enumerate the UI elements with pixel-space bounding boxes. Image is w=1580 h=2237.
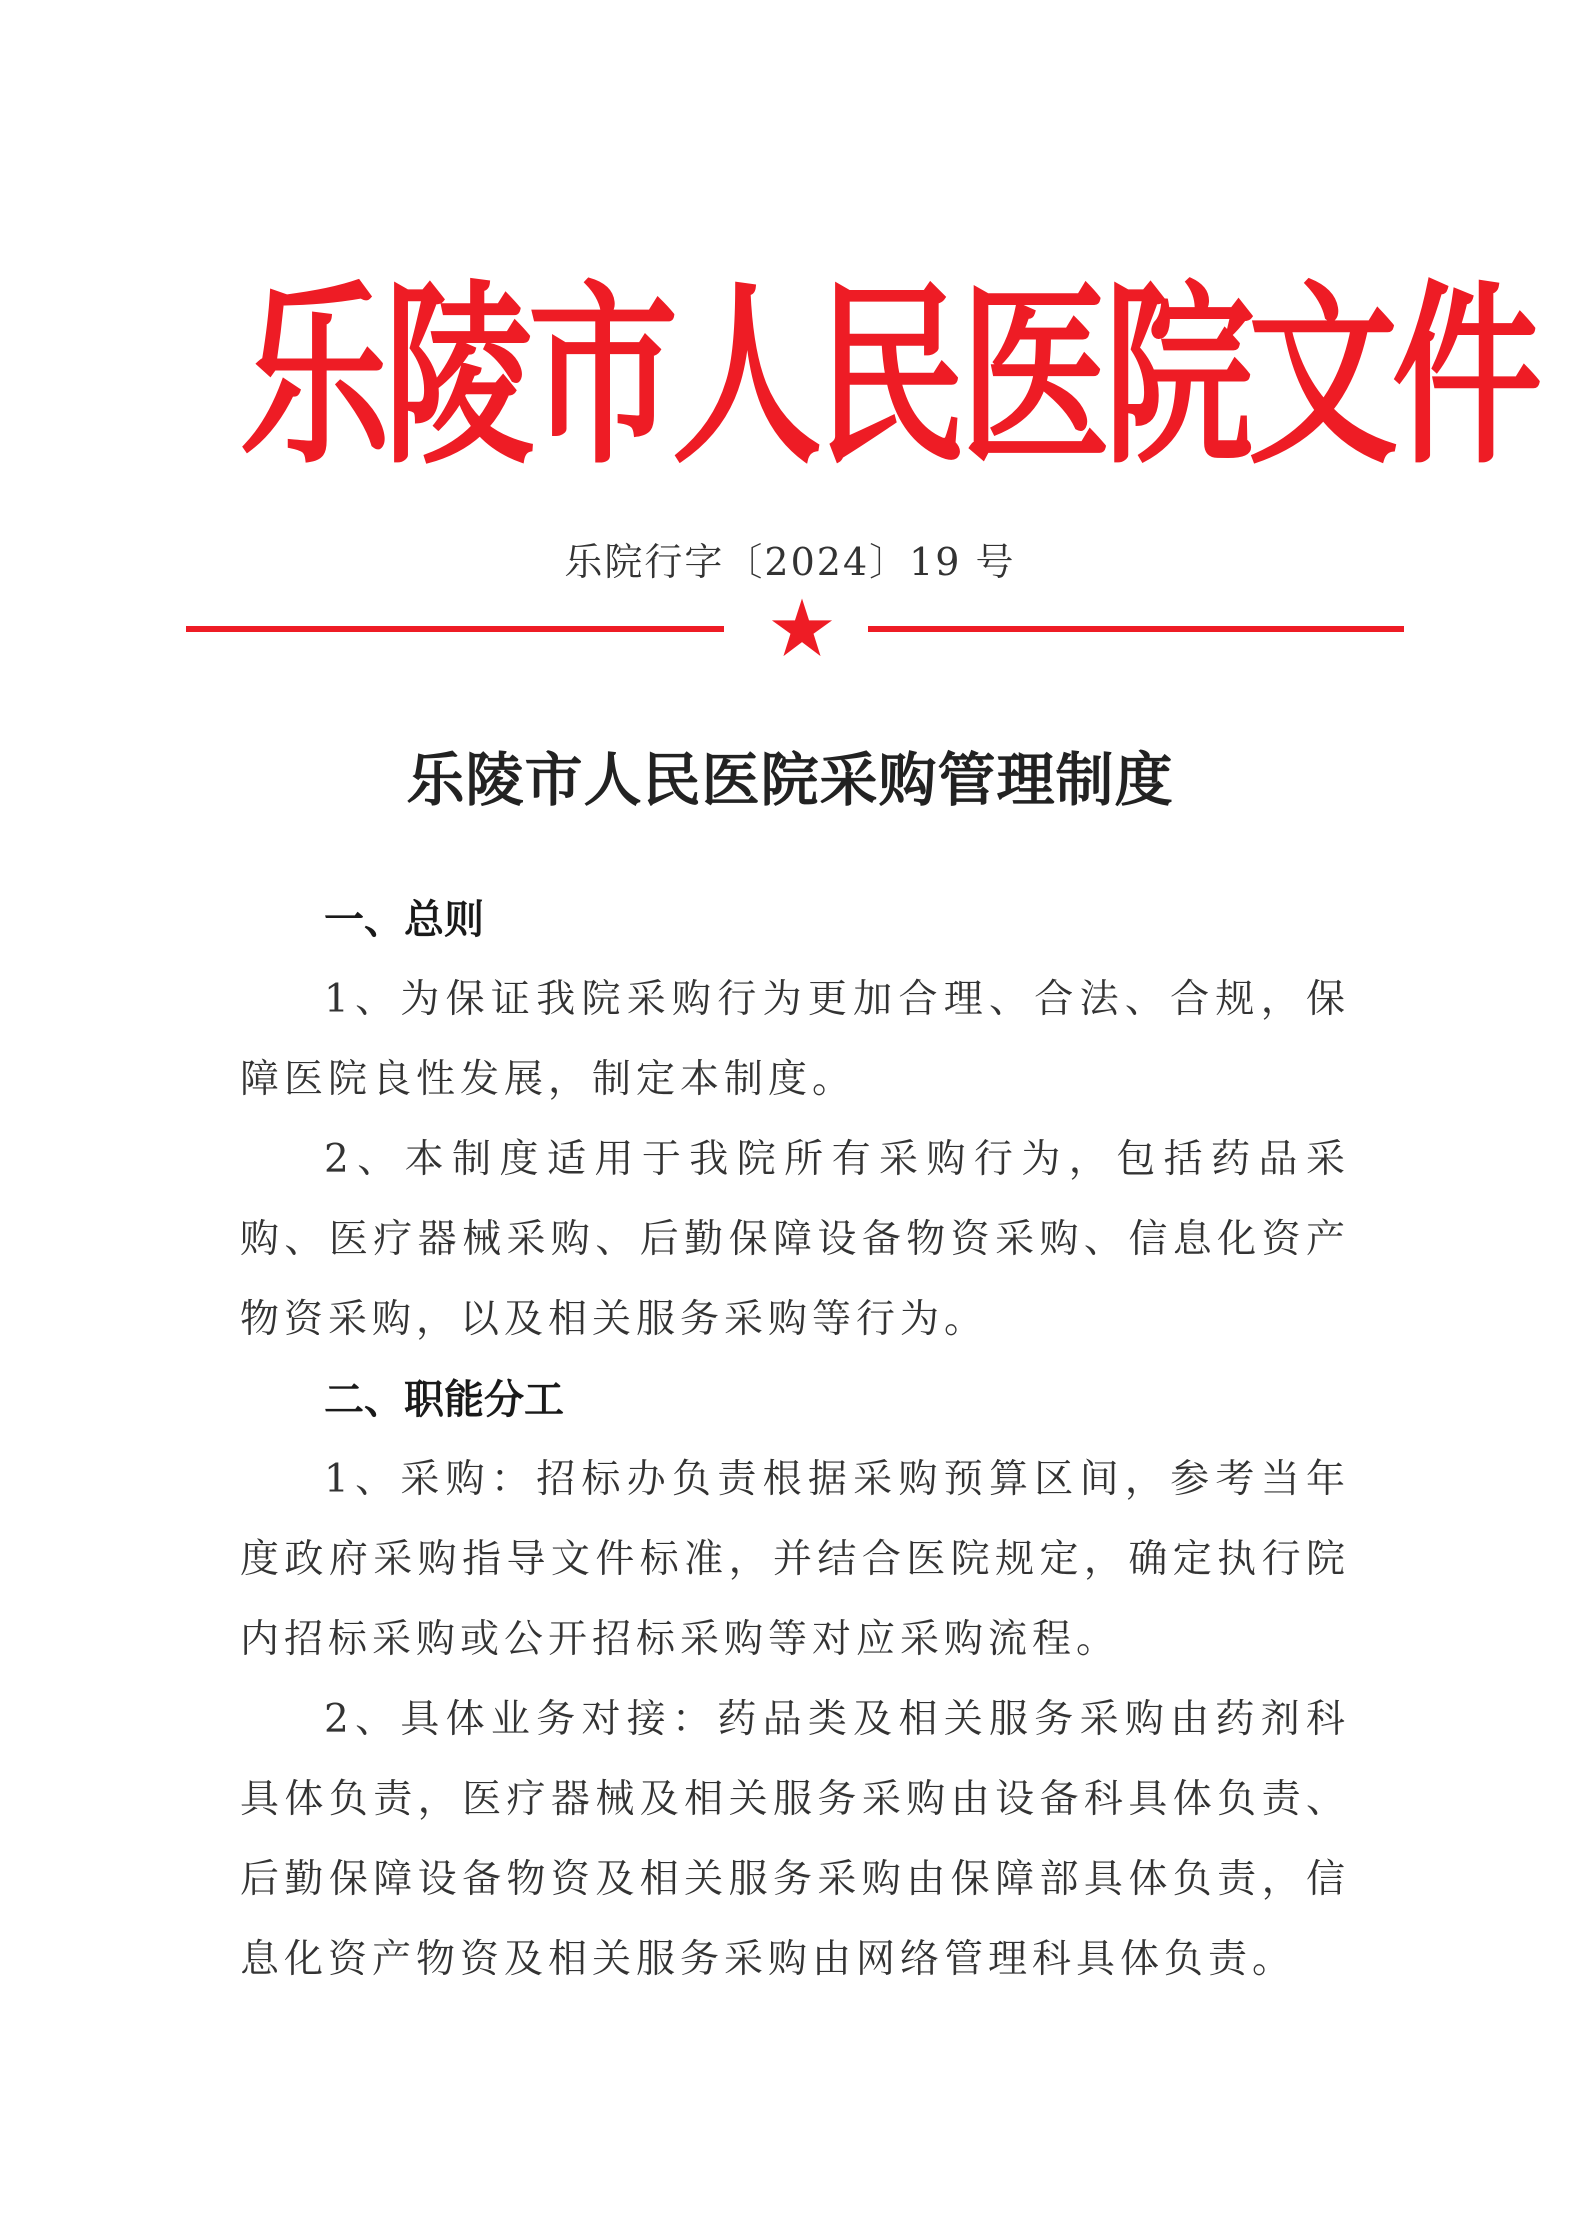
document-number: 乐院行字〔2024〕19 号 (564, 540, 1016, 584)
paragraph: 2、具体业务对接：药品类及相关服务采购由药剂科具体负责，医疗器械及相关服务采购由设备科具体负责、后勤保障设备物资及相关服务采购由保障部具体负责，信息化资产物资及相关服务采购由网络管理科具体负责。 (240, 1697, 1350, 1982)
paragraph: 1、采购：招标办负责根据采购预算区间，参考当年度政府采购指导文件标准，并结合医院规定，确定执行院内招标采购或公开招标采购等对应采购流程。 (240, 1457, 1350, 1662)
red-divider-right (868, 626, 1404, 632)
section-heading: 一、总则 (324, 897, 484, 943)
paragraph: 1、为保证我院采购行为更加合理、合法、合规，保障医院良性发展，制定本制度。 (240, 977, 1350, 1102)
document-title: 乐陵市人民医院采购管理制度 (406, 746, 1174, 814)
document-body (240, 880, 1350, 2000)
section-responsibilities (240, 1360, 1350, 2000)
star-icon (770, 596, 834, 660)
masthead-title: 乐陵市人民医院文件 (240, 264, 1537, 492)
red-divider-left (186, 626, 724, 632)
section-general (240, 880, 1350, 1360)
section-heading: 二、职能分工 (324, 1377, 564, 1423)
paragraph: 2、本制度适用于我院所有采购行为，包括药品采购、医疗器械采购、后勤保障设备物资采购、信息化资产物资采购，以及相关服务采购等行为。 (240, 1137, 1350, 1342)
